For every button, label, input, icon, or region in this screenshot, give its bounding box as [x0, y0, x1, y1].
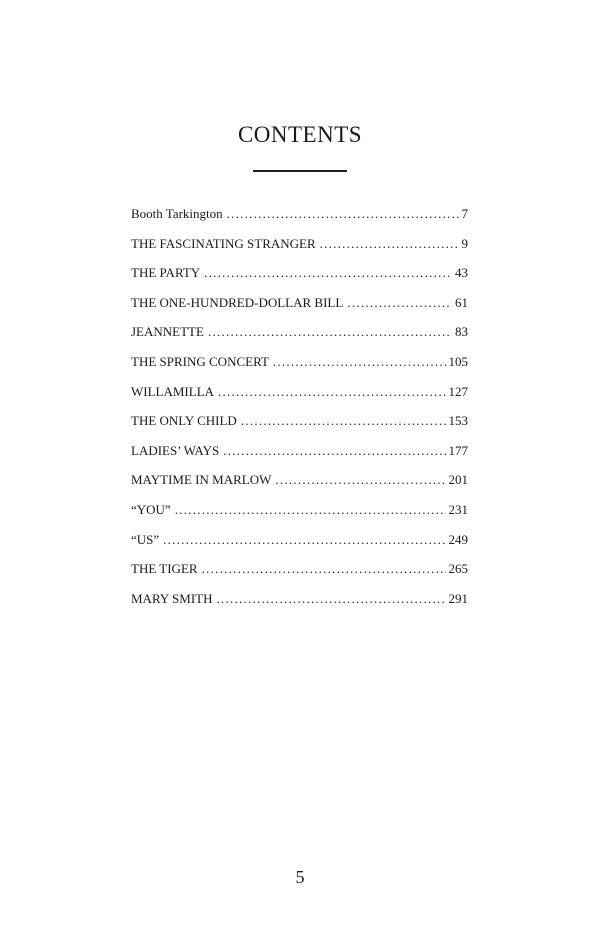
toc-entry-title: “US” — [131, 531, 160, 547]
toc-entry — [131, 410, 468, 440]
toc-entry-title: MAYTIME IN MARLOW — [131, 472, 272, 488]
toc-entry-title: Booth Tarkington — [131, 206, 223, 221]
dot-leader — [227, 203, 459, 225]
toc-entry — [131, 381, 468, 411]
dot-leader — [208, 321, 452, 343]
dot-leader — [163, 529, 445, 551]
toc-entry-page: 153 — [448, 413, 468, 429]
dot-leader — [202, 558, 446, 580]
toc-entry — [131, 529, 468, 559]
toc-entry-page: 61 — [455, 294, 468, 310]
toc-entry-page: 105 — [448, 353, 468, 369]
toc-entry-page: 291 — [448, 590, 468, 606]
dot-leader — [218, 381, 445, 403]
dot-leader — [223, 440, 445, 462]
toc-entry — [131, 588, 468, 618]
toc-entry-page: 177 — [448, 442, 468, 458]
dot-leader — [273, 351, 446, 373]
toc-entry-page: 43 — [455, 265, 468, 281]
toc-entry-title: WILLAMILLA — [131, 383, 215, 399]
heading-rule — [253, 170, 347, 172]
toc-entry — [131, 321, 468, 351]
toc-entry-page: 9 — [461, 235, 468, 251]
toc-entry — [131, 499, 468, 529]
toc-entry-title: THE PARTY — [131, 265, 201, 281]
page-number: 5 — [295, 867, 305, 887]
toc-entry-page: 83 — [455, 324, 468, 340]
dot-leader — [204, 262, 452, 284]
toc-entry-page: 7 — [461, 206, 468, 221]
toc-entry — [131, 351, 468, 381]
toc-entry — [131, 440, 468, 470]
dot-leader — [320, 233, 459, 255]
toc-entry-title: “YOU” — [131, 501, 171, 517]
toc-entry-page: 249 — [448, 531, 468, 547]
toc-entry-page: 201 — [448, 472, 468, 488]
dot-leader — [275, 469, 445, 491]
toc-entry-title: THE TIGER — [131, 561, 198, 577]
dot-leader — [217, 588, 446, 610]
toc-entry — [131, 558, 468, 588]
toc-entry-title: THE SPRING CONCERT — [131, 353, 269, 369]
toc-entry — [131, 292, 468, 322]
toc-entry-page: 265 — [448, 561, 468, 577]
toc-entry-title: LADIES’ WAYS — [131, 442, 220, 458]
dot-leader — [241, 410, 446, 432]
contents-heading: CONTENTS — [237, 122, 363, 147]
toc-entry-page: 231 — [448, 501, 468, 517]
toc-entry-title: THE ONLY CHILD — [131, 413, 237, 429]
toc-entry-title: MARY SMITH — [131, 590, 213, 606]
toc-entry — [131, 203, 468, 233]
toc-entry — [131, 233, 468, 263]
toc-entry-title: THE FASCINATING STRANGER — [131, 235, 316, 251]
dot-leader — [175, 499, 446, 521]
toc-entry-page: 127 — [448, 383, 468, 399]
table-of-contents — [131, 203, 468, 617]
toc-entry — [131, 469, 468, 499]
toc-entry — [131, 262, 468, 292]
dot-leader — [347, 292, 452, 314]
toc-entry-title: JEANNETTE — [131, 324, 204, 340]
toc-entry-title: THE ONE-HUNDRED-DOLLAR BILL — [131, 294, 344, 310]
